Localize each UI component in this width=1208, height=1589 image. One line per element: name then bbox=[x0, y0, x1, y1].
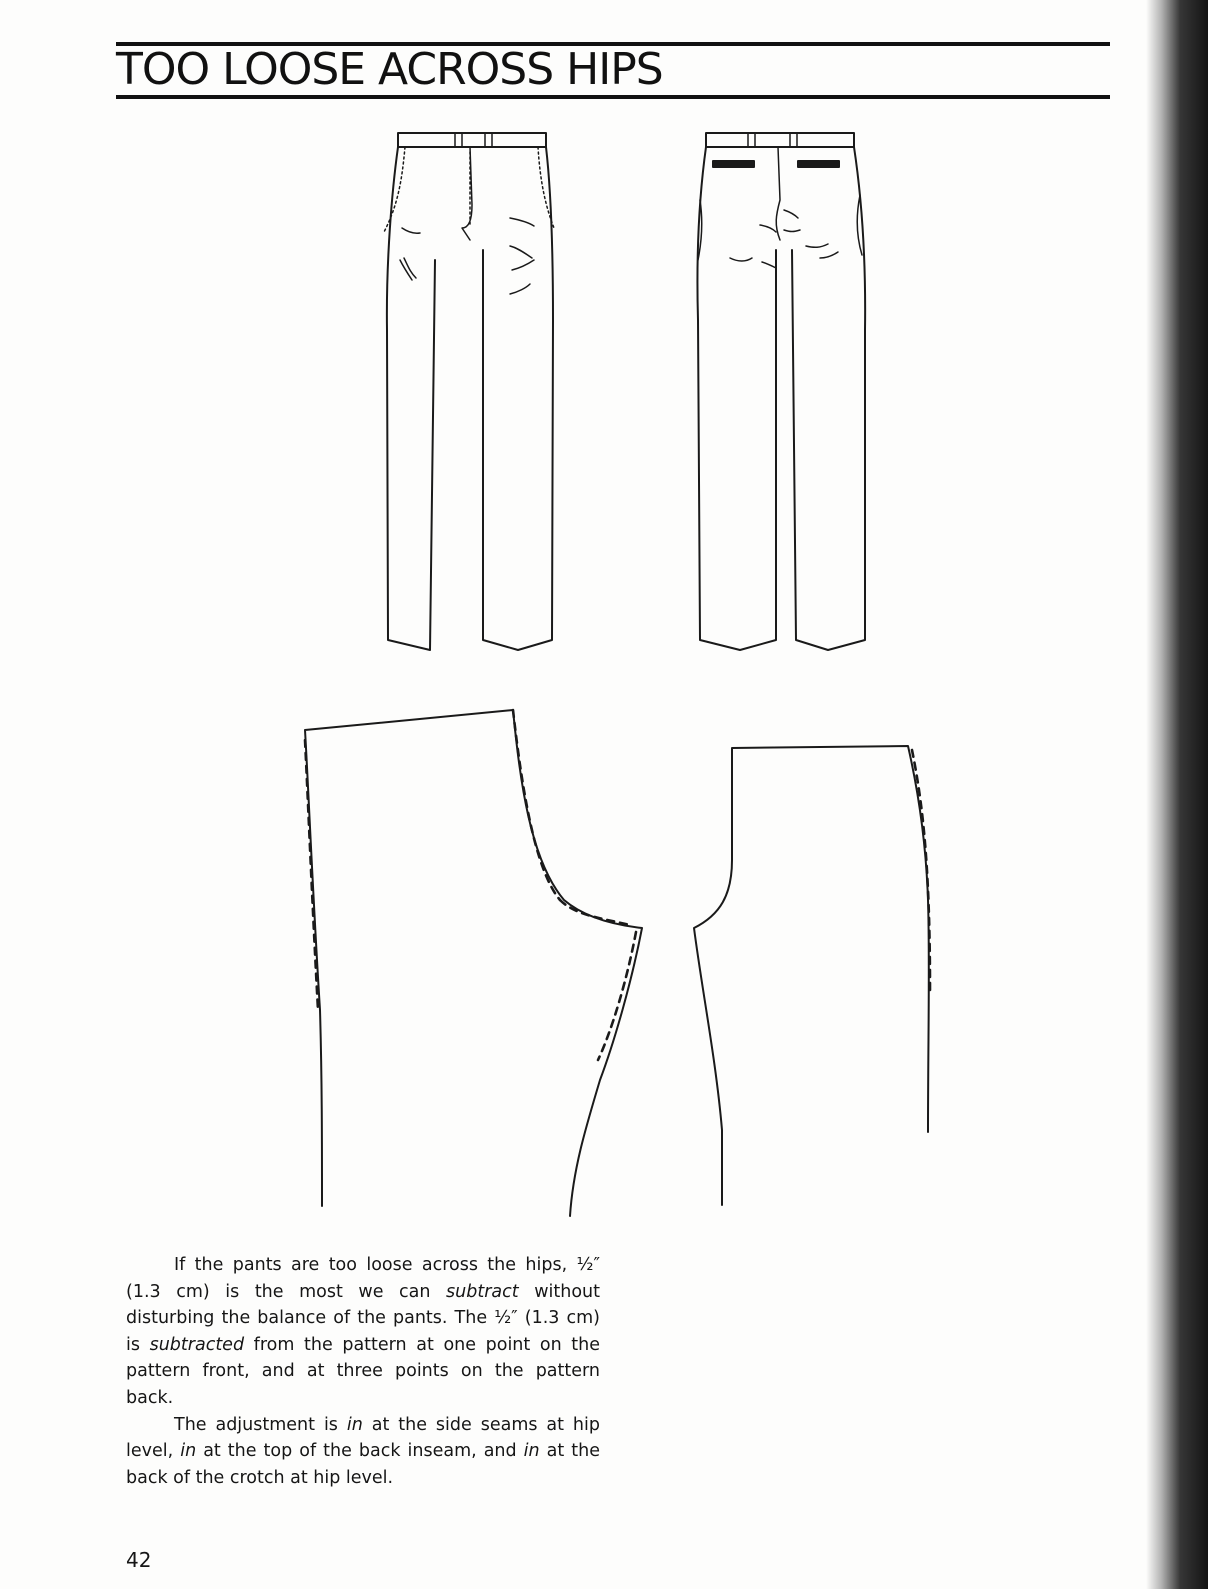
text-run: without disturbing the balance of the pants. The bbox=[126, 1281, 600, 1329]
pattern-back-side-adjustment bbox=[912, 750, 930, 990]
pattern-front-outline bbox=[305, 710, 642, 1216]
pattern-front-piece bbox=[305, 710, 642, 1216]
pants-back-illustration bbox=[697, 133, 865, 650]
back-waistband bbox=[706, 133, 854, 147]
back-pocket-right bbox=[798, 161, 839, 167]
fraction: ½″ bbox=[576, 1255, 600, 1275]
wrinkle-mark bbox=[762, 262, 776, 268]
pattern-front-side-adjustment bbox=[305, 740, 318, 1010]
text-run: If the pants are too loose across the hips, bbox=[174, 1255, 577, 1275]
text-run: (1.3 cm) is the most we can bbox=[126, 1281, 447, 1302]
page-title: TOO LOOSE ACROSS HIPS bbox=[116, 44, 663, 95]
wrinkle-mark bbox=[820, 252, 838, 258]
body-text bbox=[126, 1252, 600, 1491]
wrinkle-mark bbox=[510, 218, 534, 226]
paragraph-1 bbox=[126, 1252, 600, 1412]
emphasis: subtracted bbox=[149, 1334, 245, 1355]
back-center-seam bbox=[776, 147, 780, 240]
fraction: ½″ bbox=[494, 1308, 518, 1329]
front-left-leg-outline bbox=[387, 147, 435, 650]
pattern-back-piece bbox=[694, 746, 930, 1205]
paragraph-2 bbox=[126, 1412, 600, 1492]
wrinkle-mark bbox=[512, 260, 534, 270]
text-run: The adjustment is bbox=[174, 1414, 347, 1435]
pants-front-illustration bbox=[384, 133, 554, 650]
wrinkle-mark bbox=[510, 284, 530, 294]
text-run: from the pattern at one point on the pattern front, and at three points on the pattern back. bbox=[126, 1334, 600, 1408]
page-number: 42 bbox=[126, 1548, 152, 1572]
pattern-front-inseam-adjustment bbox=[598, 932, 636, 1060]
wrinkle-mark bbox=[402, 228, 420, 233]
wrinkle-mark bbox=[806, 244, 828, 247]
back-left-leg-outline bbox=[697, 147, 776, 650]
emphasis: subtract bbox=[446, 1281, 519, 1302]
emphasis: in bbox=[346, 1414, 363, 1435]
back-right-leg-outline bbox=[792, 147, 865, 650]
text-run: at the side seams at hip level, bbox=[126, 1414, 600, 1462]
emphasis: in bbox=[180, 1441, 197, 1462]
wrinkle-mark bbox=[404, 258, 416, 278]
wrinkle-mark bbox=[784, 210, 798, 218]
pattern-back-outline bbox=[694, 746, 929, 1205]
text-run: at the top of the back inseam, and bbox=[196, 1441, 524, 1462]
emphasis: in bbox=[523, 1441, 540, 1462]
wrinkle-mark bbox=[510, 246, 532, 258]
front-right-leg-outline bbox=[483, 147, 553, 650]
text-run: (1.3 cm) is bbox=[126, 1308, 601, 1355]
wrinkle-mark bbox=[730, 258, 752, 261]
front-waistband bbox=[398, 133, 546, 147]
wrinkle-mark bbox=[760, 225, 776, 232]
text-run: at the back of the crotch at hip level. bbox=[126, 1441, 600, 1488]
pattern-front-crotch-adjustment bbox=[513, 710, 560, 900]
back-pocket-left bbox=[713, 161, 754, 167]
wrinkle-mark bbox=[784, 230, 800, 232]
pattern-front-crotch-curve-adjustment bbox=[560, 900, 630, 925]
front-pocket-left bbox=[384, 147, 405, 232]
